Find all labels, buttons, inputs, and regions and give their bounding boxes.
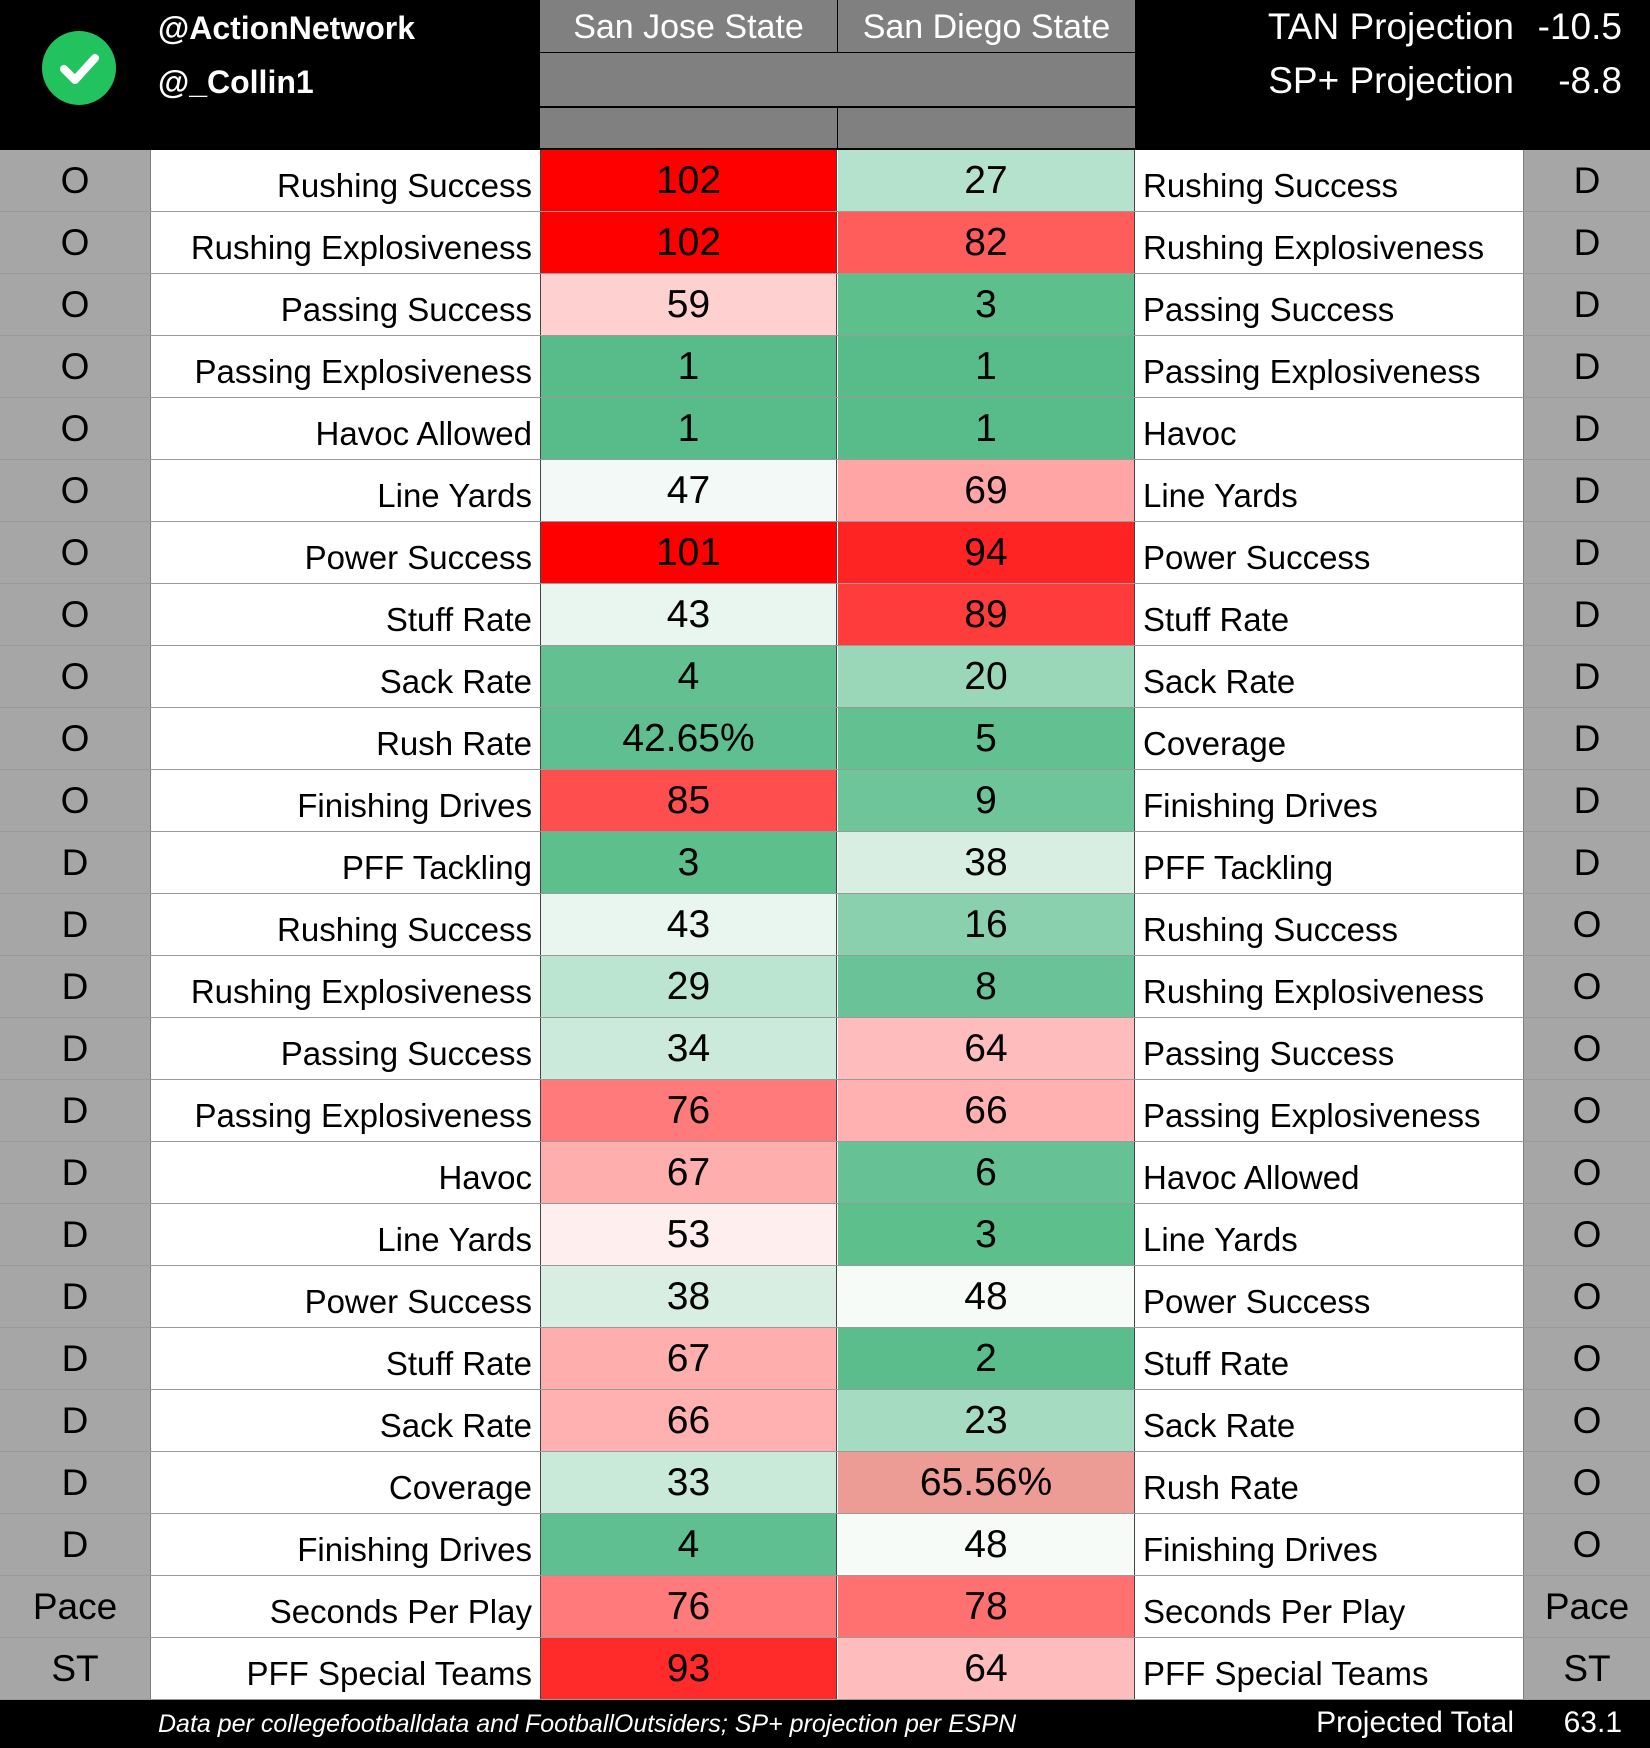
side-right-cell: D xyxy=(1523,150,1650,211)
table-row xyxy=(0,1142,1650,1204)
value-san-jose-state: 59 xyxy=(540,274,837,335)
table-row xyxy=(0,150,1650,212)
side-left-cell: O xyxy=(0,770,151,831)
value-san-jose-state: 93 xyxy=(540,1638,837,1699)
side-right-cell: D xyxy=(1523,584,1650,645)
side-right-cell: D xyxy=(1523,770,1650,831)
side-right-cell: D xyxy=(1523,708,1650,769)
value-san-jose-state: 76 xyxy=(540,1080,837,1141)
left-stat-label: Rushing Success xyxy=(277,911,532,948)
right-stat-label: Stuff Rate xyxy=(1143,1345,1290,1382)
side-left-cell: O xyxy=(0,150,151,211)
projected-total-label: Projected Total xyxy=(1316,1706,1514,1739)
table-row xyxy=(0,1266,1650,1328)
right-stat-label: Finishing Drives xyxy=(1143,1531,1378,1568)
right-stat-label: Passing Success xyxy=(1143,291,1395,328)
value-san-jose-state: 47 xyxy=(540,460,837,521)
value-san-diego-state: 48 xyxy=(838,1266,1135,1327)
side-right-cell: D xyxy=(1523,460,1650,521)
side-left-cell: D xyxy=(0,1390,151,1451)
value-san-jose-state: 34 xyxy=(540,1018,837,1079)
table-row xyxy=(0,274,1650,336)
right-stat-label: Coverage xyxy=(1143,725,1287,762)
check-circle-icon xyxy=(42,31,116,105)
tan-projection-label: TAN Projection xyxy=(1267,6,1514,47)
value-san-jose-state: 4 xyxy=(540,646,837,707)
side-right-cell: Pace xyxy=(1523,1576,1650,1637)
value-san-jose-state: 102 xyxy=(540,212,837,273)
side-right-cell: D xyxy=(1523,398,1650,459)
value-san-jose-state: 29 xyxy=(540,956,837,1017)
value-san-diego-state: 3 xyxy=(838,1204,1135,1265)
table-row xyxy=(0,398,1650,460)
left-stat-label: Sack Rate xyxy=(379,663,532,700)
side-right-cell: O xyxy=(1523,1266,1650,1327)
side-left-cell: D xyxy=(0,1452,151,1513)
sp-projection-value: -8.8 xyxy=(1558,60,1622,101)
right-stat-label: Havoc Allowed xyxy=(1143,1159,1360,1196)
side-right-cell: O xyxy=(1523,1452,1650,1513)
right-stat-label: Sack Rate xyxy=(1143,1407,1296,1444)
sp-projection-label: SP+ Projection xyxy=(1268,60,1514,101)
left-stat-label: PFF Special Teams xyxy=(246,1655,532,1692)
side-right-cell: D xyxy=(1523,212,1650,273)
value-san-jose-state: 3 xyxy=(540,832,837,893)
value-san-diego-state: 27 xyxy=(838,150,1135,211)
value-san-diego-state: 94 xyxy=(838,522,1135,583)
table-row xyxy=(0,770,1650,832)
side-left-cell: D xyxy=(0,1018,151,1079)
left-stat-label: Finishing Drives xyxy=(297,787,532,824)
left-stat-label: PFF Tackling xyxy=(341,849,532,886)
left-stat-label: Rushing Explosiveness xyxy=(190,973,532,1010)
value-san-jose-state: 53 xyxy=(540,1204,837,1265)
right-stat-label: Stuff Rate xyxy=(1143,601,1290,638)
side-left-cell: O xyxy=(0,398,151,459)
value-san-diego-state: 64 xyxy=(838,1638,1135,1699)
table-row xyxy=(0,1638,1650,1700)
side-left-cell: D xyxy=(0,1142,151,1203)
side-left-cell: D xyxy=(0,1328,151,1389)
table-row xyxy=(0,708,1650,770)
right-stat-label: Rushing Success xyxy=(1143,911,1398,948)
value-san-jose-state: 43 xyxy=(540,894,837,955)
value-san-jose-state: 67 xyxy=(540,1328,837,1389)
value-san-diego-state: 38 xyxy=(838,832,1135,893)
left-stat-label: Havoc xyxy=(438,1159,532,1196)
value-san-jose-state: 42.65% xyxy=(540,708,837,769)
table-row xyxy=(0,956,1650,1018)
side-left-cell: O xyxy=(0,274,151,335)
left-stat-label: Finishing Drives xyxy=(297,1531,532,1568)
table-row xyxy=(0,522,1650,584)
side-left-cell: D xyxy=(0,1204,151,1265)
left-stat-label: Passing Explosiveness xyxy=(194,353,532,390)
right-stat-label: Havoc xyxy=(1143,415,1237,452)
side-right-cell: D xyxy=(1523,274,1650,335)
right-stat-label: Line Yards xyxy=(1143,477,1298,514)
handle-action-network: @ActionNetwork xyxy=(158,10,415,46)
table-row xyxy=(0,1390,1650,1452)
value-san-diego-state: 64 xyxy=(838,1018,1135,1079)
value-san-jose-state: 1 xyxy=(540,336,837,397)
side-right-cell: O xyxy=(1523,1018,1650,1079)
value-san-diego-state: 2 xyxy=(838,1328,1135,1389)
value-san-diego-state: 9 xyxy=(838,770,1135,831)
table-row xyxy=(0,1514,1650,1576)
side-left-cell: D xyxy=(0,1080,151,1141)
side-left-cell: D xyxy=(0,894,151,955)
side-right-cell: O xyxy=(1523,1080,1650,1141)
side-left-cell: D xyxy=(0,1266,151,1327)
left-stat-label: Power Success xyxy=(304,1283,532,1320)
value-san-jose-state: 101 xyxy=(540,522,837,583)
side-left-cell: O xyxy=(0,522,151,583)
side-left-cell: O xyxy=(0,460,151,521)
table-row xyxy=(0,1576,1650,1638)
stats-table xyxy=(0,150,1650,1700)
left-stat-label: Line Yards xyxy=(377,477,532,514)
table-row xyxy=(0,584,1650,646)
value-san-jose-state: 4 xyxy=(540,1514,837,1575)
header-bar-left xyxy=(540,108,837,148)
value-san-jose-state: 67 xyxy=(540,1142,837,1203)
table-row xyxy=(0,1080,1650,1142)
left-stat-label: Stuff Rate xyxy=(385,1345,532,1382)
right-stat-label: Passing Success xyxy=(1143,1035,1395,1072)
tan-projection-value: -10.5 xyxy=(1537,6,1622,47)
side-left-cell: O xyxy=(0,336,151,397)
value-san-jose-state: 85 xyxy=(540,770,837,831)
table-row xyxy=(0,460,1650,522)
right-stat-label: Finishing Drives xyxy=(1143,787,1378,824)
value-san-diego-state: 78 xyxy=(838,1576,1135,1637)
value-san-jose-state: 33 xyxy=(540,1452,837,1513)
side-right-cell: O xyxy=(1523,1514,1650,1575)
side-left-cell: O xyxy=(0,708,151,769)
side-right-cell: D xyxy=(1523,522,1650,583)
left-stat-label: Passing Success xyxy=(280,291,532,328)
value-san-diego-state: 23 xyxy=(838,1390,1135,1451)
side-left-cell: O xyxy=(0,584,151,645)
side-left-cell: O xyxy=(0,646,151,707)
right-stat-label: Rushing Success xyxy=(1143,167,1398,204)
side-right-cell: ST xyxy=(1523,1638,1650,1699)
left-stat-label: Passing Explosiveness xyxy=(194,1097,532,1134)
value-san-diego-state: 6 xyxy=(838,1142,1135,1203)
table-row xyxy=(0,832,1650,894)
right-stat-label: Passing Explosiveness xyxy=(1143,1097,1481,1134)
right-stat-label: Rush Rate xyxy=(1143,1469,1299,1506)
side-left-cell: D xyxy=(0,832,151,893)
left-stat-label: Coverage xyxy=(388,1469,532,1506)
value-san-diego-state: 1 xyxy=(838,398,1135,459)
side-left-cell: D xyxy=(0,1514,151,1575)
header xyxy=(0,0,1650,150)
side-right-cell: D xyxy=(1523,336,1650,397)
value-san-jose-state: 43 xyxy=(540,584,837,645)
value-san-diego-state: 66 xyxy=(838,1080,1135,1141)
side-right-cell: O xyxy=(1523,1390,1650,1451)
value-san-diego-state: 20 xyxy=(838,646,1135,707)
value-san-diego-state: 69 xyxy=(838,460,1135,521)
right-stat-label: PFF Tackling xyxy=(1143,849,1334,886)
handle-author: @_Collin1 xyxy=(158,64,314,100)
team-header-right: San Diego State xyxy=(838,0,1135,52)
side-right-cell: O xyxy=(1523,1142,1650,1203)
footer xyxy=(0,1700,1650,1748)
right-stat-label: Line Yards xyxy=(1143,1221,1298,1258)
value-san-diego-state: 3 xyxy=(838,274,1135,335)
left-stat-label: Line Yards xyxy=(377,1221,532,1258)
value-san-diego-state: 1 xyxy=(838,336,1135,397)
side-right-cell: D xyxy=(1523,646,1650,707)
value-san-jose-state: 1 xyxy=(540,398,837,459)
right-stat-label: Power Success xyxy=(1143,539,1371,576)
left-stat-label: Sack Rate xyxy=(379,1407,532,1444)
table-row xyxy=(0,1328,1650,1390)
value-san-jose-state: 102 xyxy=(540,150,837,211)
value-san-diego-state: 5 xyxy=(838,708,1135,769)
right-stat-label: PFF Special Teams xyxy=(1143,1655,1429,1692)
right-stat-label: Sack Rate xyxy=(1143,663,1296,700)
table-row xyxy=(0,1018,1650,1080)
left-stat-label: Rushing Success xyxy=(277,167,532,204)
projected-total-value: 63.1 xyxy=(1563,1706,1622,1739)
left-stat-label: Havoc Allowed xyxy=(315,415,532,452)
value-san-diego-state: 16 xyxy=(838,894,1135,955)
side-left-cell: ST xyxy=(0,1638,151,1699)
table-row xyxy=(0,1204,1650,1266)
left-stat-label: Seconds Per Play xyxy=(269,1593,532,1630)
side-right-cell: O xyxy=(1523,956,1650,1017)
value-san-diego-state: 65.56% xyxy=(838,1452,1135,1513)
table-row xyxy=(0,212,1650,274)
side-right-cell: O xyxy=(1523,1328,1650,1389)
header-bar-right xyxy=(838,108,1135,148)
value-san-jose-state: 76 xyxy=(540,1576,837,1637)
left-stat-label: Rushing Explosiveness xyxy=(190,229,532,266)
header-bar xyxy=(540,53,1135,106)
value-san-jose-state: 38 xyxy=(540,1266,837,1327)
right-stat-label: Rushing Explosiveness xyxy=(1143,229,1485,266)
value-san-diego-state: 48 xyxy=(838,1514,1135,1575)
left-stat-label: Passing Success xyxy=(280,1035,532,1072)
left-stat-label: Power Success xyxy=(304,539,532,576)
right-stat-label: Seconds Per Play xyxy=(1143,1593,1406,1630)
side-right-cell: O xyxy=(1523,1204,1650,1265)
right-stat-label: Passing Explosiveness xyxy=(1143,353,1481,390)
side-right-cell: D xyxy=(1523,832,1650,893)
table-row xyxy=(0,1452,1650,1514)
table-row xyxy=(0,894,1650,956)
table-row xyxy=(0,336,1650,398)
side-right-cell: O xyxy=(1523,894,1650,955)
value-san-diego-state: 89 xyxy=(838,584,1135,645)
value-san-diego-state: 8 xyxy=(838,956,1135,1017)
right-stat-label: Power Success xyxy=(1143,1283,1371,1320)
side-left-cell: Pace xyxy=(0,1576,151,1637)
left-stat-label: Stuff Rate xyxy=(385,601,532,638)
table-row xyxy=(0,646,1650,708)
right-stat-label: Rushing Explosiveness xyxy=(1143,973,1485,1010)
team-header-left: San Jose State xyxy=(540,0,837,52)
value-san-diego-state: 82 xyxy=(838,212,1135,273)
side-left-cell: O xyxy=(0,212,151,273)
left-stat-label: Rush Rate xyxy=(376,725,532,762)
source-note: Data per collegefootballdata and FootballOutsiders; SP+ projection per ESPN xyxy=(158,1710,1017,1738)
value-san-jose-state: 66 xyxy=(540,1390,837,1451)
side-left-cell: D xyxy=(0,956,151,1017)
